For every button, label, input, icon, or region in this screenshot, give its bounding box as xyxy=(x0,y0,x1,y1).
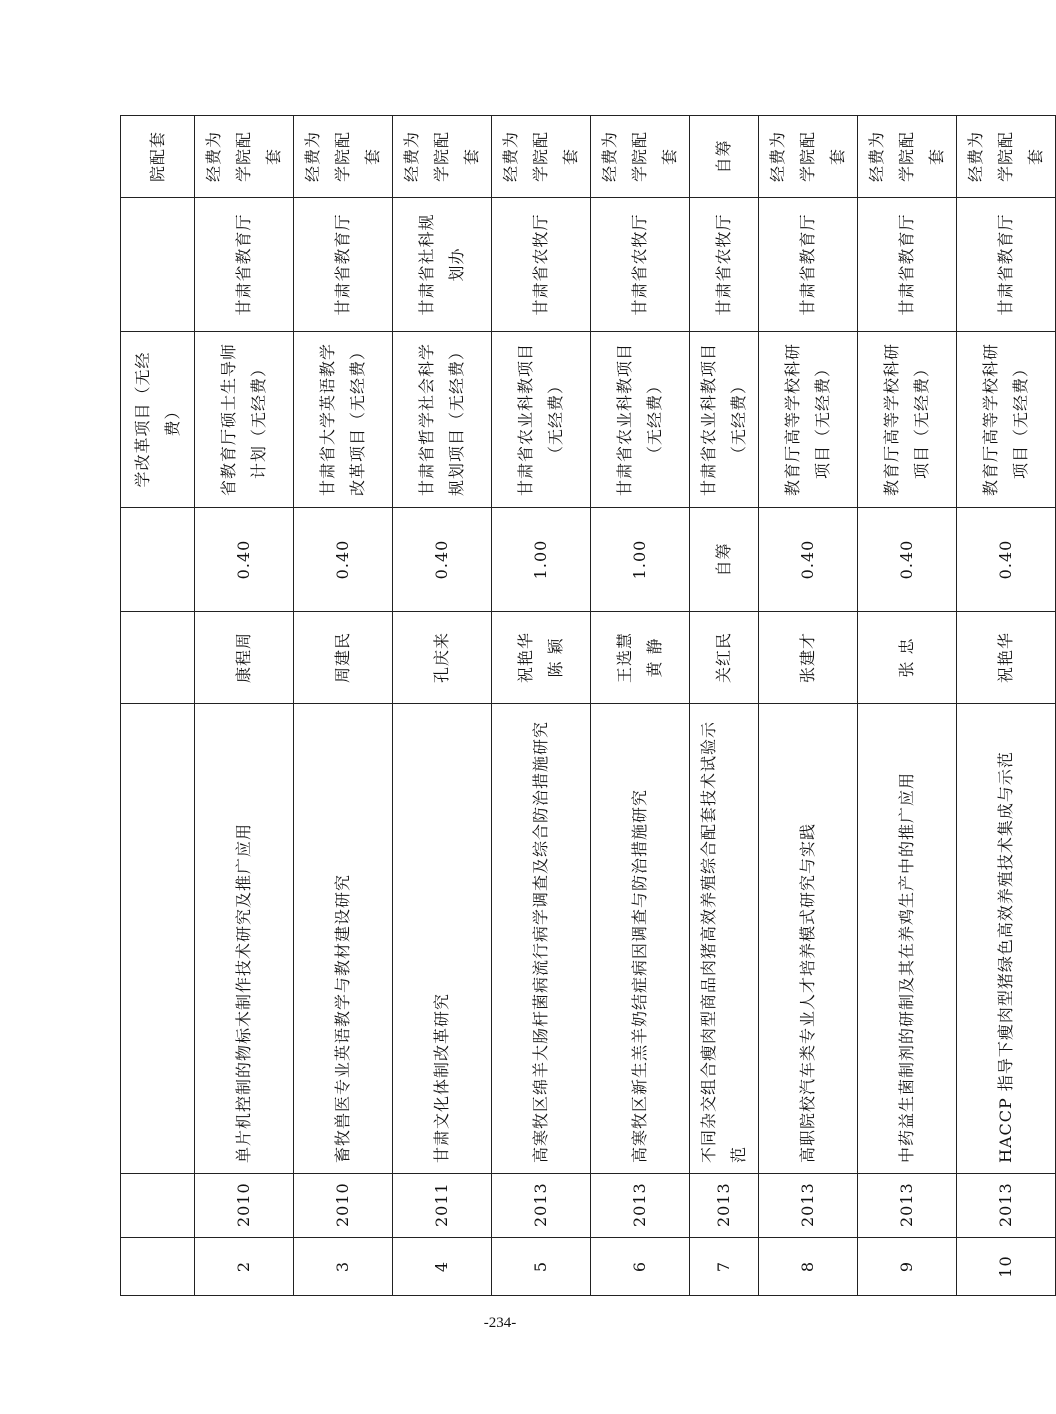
note-cell: 经费为学院配套 xyxy=(858,116,957,198)
project-category-cell: 甘肃省农业科教项目（无经费） xyxy=(690,332,759,508)
project-title-cell: 中药益生菌制剂的研制及其在养鸡生产中的推广应用 xyxy=(858,704,957,1174)
note-cell: 经费为学院配套 xyxy=(294,116,393,198)
leader-cell: 孔庆来 xyxy=(393,612,492,704)
project-category-cell: 学改革项目（无经费） xyxy=(121,332,195,508)
table-row xyxy=(858,116,957,1296)
year-cell: 2010 xyxy=(294,1174,393,1238)
funds-cell: 0.40 xyxy=(759,508,858,612)
department-cell: 甘肃省教育厅 xyxy=(195,198,294,332)
department-cell: 甘肃省教育厅 xyxy=(759,198,858,332)
row-number-cell: 7 xyxy=(690,1238,759,1296)
project-category-cell: 甘肃省哲学社会科学规划项目（无经费） xyxy=(393,332,492,508)
table-row xyxy=(492,116,591,1296)
row-number-cell: 10 xyxy=(957,1238,1056,1296)
table-row xyxy=(957,116,1056,1296)
note-cell: 经费为学院配套 xyxy=(591,116,690,198)
table-row xyxy=(195,116,294,1296)
department-cell: 甘肃省教育厅 xyxy=(858,198,957,332)
leader-cell: 祝艳华 陈 颖 xyxy=(492,612,591,704)
note-cell: 经费为学院配套 xyxy=(492,116,591,198)
table-row xyxy=(393,116,492,1296)
year-cell: 2010 xyxy=(195,1174,294,1238)
funds-cell: 0.40 xyxy=(294,508,393,612)
leader-cell: 关红民 xyxy=(690,612,759,704)
project-title-cell: 高寒牧区绵羊大肠杆菌病流行病学调查及综合防治措施研究 xyxy=(492,704,591,1174)
leader-cell: 康程周 xyxy=(195,612,294,704)
leader-cell: 祝艳华 xyxy=(957,612,1056,704)
funds-cell: 1.00 xyxy=(591,508,690,612)
row-number-cell xyxy=(121,1238,195,1296)
note-cell: 经费为学院配套 xyxy=(195,116,294,198)
funds-cell: 0.40 xyxy=(957,508,1056,612)
department-cell: 甘肃省教育厅 xyxy=(957,198,1056,332)
note-cell: 院配套 xyxy=(121,116,195,198)
row-number-cell: 4 xyxy=(393,1238,492,1296)
year-cell: 2013 xyxy=(492,1174,591,1238)
project-title-cell xyxy=(121,704,195,1174)
project-title-cell: 不同杂交组合瘦肉型商品肉猪高效养殖综合配套技术试验示范 xyxy=(690,704,759,1174)
note-cell: 经费为学院配套 xyxy=(393,116,492,198)
project-title-cell: 单片机控制的物标木制作技术研究及推广应用 xyxy=(195,704,294,1174)
rotated-table-wrapper xyxy=(120,116,1045,1296)
funds-cell: 0.40 xyxy=(858,508,957,612)
table-row xyxy=(294,116,393,1296)
leader-cell: 张建才 xyxy=(759,612,858,704)
department-cell xyxy=(121,198,195,332)
leader-cell: 周建民 xyxy=(294,612,393,704)
leader-cell xyxy=(121,612,195,704)
project-category-cell: 甘肃省大学英语教学改革项目（无经费） xyxy=(294,332,393,508)
row-number-cell: 2 xyxy=(195,1238,294,1296)
year-cell: 2013 xyxy=(858,1174,957,1238)
funds-cell: 0.40 xyxy=(393,508,492,612)
table-row xyxy=(591,116,690,1296)
project-title-cell: 高职院校汽车类专业人才培养模式研究与实践 xyxy=(759,704,858,1174)
note-cell: 经费为学院配套 xyxy=(957,116,1056,198)
department-cell: 甘肃省农牧厅 xyxy=(690,198,759,332)
project-title-cell: 畜牧兽医专业英语教学与教材建设研究 xyxy=(294,704,393,1174)
project-category-cell: 甘肃省农业科教项目（无经费） xyxy=(591,332,690,508)
leader-cell: 张 忠 xyxy=(858,612,957,704)
project-title-cell: 甘肃文化体制改革研究 xyxy=(393,704,492,1174)
page-number: -234- xyxy=(483,1315,517,1331)
project-category-cell: 教育厅高等学校科研项目（无经费） xyxy=(957,332,1056,508)
note-cell: 经费为学院配套 xyxy=(759,116,858,198)
project-table xyxy=(120,115,1056,1296)
table-row xyxy=(121,116,195,1296)
table-row xyxy=(690,116,759,1296)
funds-cell: 自筹 xyxy=(690,508,759,612)
row-number-cell: 6 xyxy=(591,1238,690,1296)
project-category-cell: 甘肃省农业科教项目（无经费） xyxy=(492,332,591,508)
row-number-cell: 5 xyxy=(492,1238,591,1296)
project-title-cell: 高寒牧区新生羔羊奶结症病因调查与防治措施研究 xyxy=(591,704,690,1174)
row-number-cell: 9 xyxy=(858,1238,957,1296)
row-number-cell: 3 xyxy=(294,1238,393,1296)
department-cell: 甘肃省农牧厅 xyxy=(591,198,690,332)
year-cell: 2013 xyxy=(957,1174,1056,1238)
project-category-cell: 教育厅高等学校科研项目（无经费） xyxy=(858,332,957,508)
department-cell: 甘肃省农牧厅 xyxy=(492,198,591,332)
year-cell xyxy=(121,1174,195,1238)
year-cell: 2011 xyxy=(393,1174,492,1238)
funds-cell: 0.40 xyxy=(195,508,294,612)
department-cell: 甘肃省教育厅 xyxy=(294,198,393,332)
year-cell: 2013 xyxy=(591,1174,690,1238)
note-cell: 自筹 xyxy=(690,116,759,198)
row-number-cell: 8 xyxy=(759,1238,858,1296)
department-cell: 甘肃省社科规划办 xyxy=(393,198,492,332)
project-category-cell: 省教育厅硕士生导师计划（无经费） xyxy=(195,332,294,508)
funds-cell: 1.00 xyxy=(492,508,591,612)
table-row xyxy=(759,116,858,1296)
year-cell: 2013 xyxy=(759,1174,858,1238)
leader-cell: 王选慧 黄 静 xyxy=(591,612,690,704)
year-cell: 2013 xyxy=(690,1174,759,1238)
project-title-cell: HACCP 指导下瘦肉型猪绿色高效养殖技术集成与示范 xyxy=(957,704,1056,1174)
project-category-cell: 教育厅高等学校科研项目（无经费） xyxy=(759,332,858,508)
funds-cell xyxy=(121,508,195,612)
